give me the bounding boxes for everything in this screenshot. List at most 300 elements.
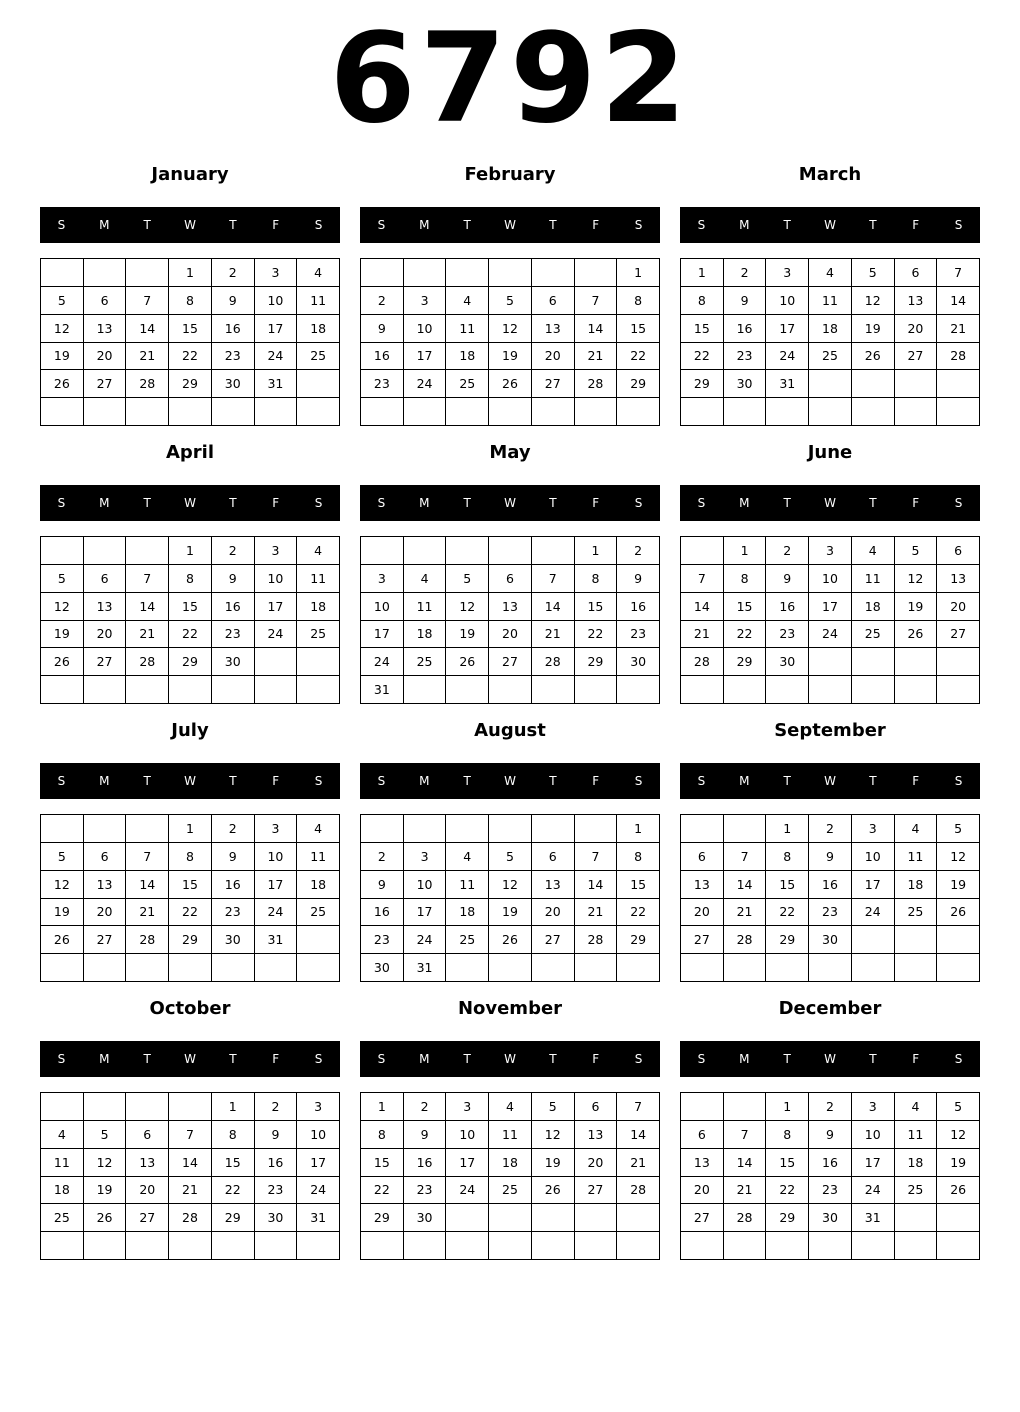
day-cell: 15 xyxy=(575,593,618,621)
day-cell: 17 xyxy=(446,1149,489,1177)
weekday-label: S xyxy=(377,496,386,510)
weekday-header xyxy=(360,207,660,243)
day-cell: 29 xyxy=(575,648,618,676)
weekday-label: F xyxy=(272,774,280,788)
day-cell xyxy=(852,648,895,676)
day-cell xyxy=(489,537,532,565)
weekday-label: T xyxy=(463,774,471,788)
day-cell xyxy=(297,370,340,398)
day-cell: 30 xyxy=(809,926,852,954)
day-cell: 27 xyxy=(84,648,127,676)
weekday-header xyxy=(680,1041,980,1077)
day-cell: 31 xyxy=(766,370,809,398)
days-grid xyxy=(680,258,980,426)
day-cell: 27 xyxy=(126,1204,169,1232)
day-cell: 24 xyxy=(297,1177,340,1205)
day-cell: 24 xyxy=(361,648,404,676)
weekday-label: T xyxy=(549,1052,557,1066)
day-cell xyxy=(681,537,724,565)
day-cell xyxy=(84,537,127,565)
day-cell: 5 xyxy=(489,287,532,315)
day-cell: 30 xyxy=(404,1204,447,1232)
weekday-label: W xyxy=(504,218,516,232)
day-cell: 19 xyxy=(489,343,532,371)
day-cell: 13 xyxy=(681,1149,724,1177)
day-cell: 5 xyxy=(937,1093,980,1121)
day-cell: 11 xyxy=(297,843,340,871)
weekday-label: W xyxy=(824,218,836,232)
weekday-label: S xyxy=(377,1052,386,1066)
day-cell: 16 xyxy=(361,343,404,371)
day-cell: 30 xyxy=(212,926,255,954)
weekday-label: M xyxy=(419,774,430,788)
day-cell: 19 xyxy=(937,871,980,899)
weekday-label: S xyxy=(954,774,963,788)
day-cell xyxy=(255,1232,298,1260)
day-cell: 15 xyxy=(361,1149,404,1177)
day-cell xyxy=(297,954,340,982)
weekday-label: T xyxy=(549,218,557,232)
day-cell: 19 xyxy=(489,899,532,927)
day-cell: 7 xyxy=(724,843,767,871)
weekday-label: S xyxy=(954,1052,963,1066)
day-cell: 12 xyxy=(84,1149,127,1177)
day-cell: 13 xyxy=(489,593,532,621)
day-cell: 1 xyxy=(681,259,724,287)
day-cell xyxy=(404,676,447,704)
day-cell: 21 xyxy=(681,621,724,649)
days-grid xyxy=(680,536,980,704)
day-cell: 15 xyxy=(766,871,809,899)
day-cell: 26 xyxy=(84,1204,127,1232)
day-cell: 6 xyxy=(532,843,575,871)
day-cell: 2 xyxy=(404,1093,447,1121)
day-cell: 23 xyxy=(361,370,404,398)
day-cell: 3 xyxy=(361,565,404,593)
day-cell: 17 xyxy=(255,593,298,621)
weekday-header xyxy=(360,763,660,799)
day-cell xyxy=(41,537,84,565)
day-cell: 18 xyxy=(489,1149,532,1177)
day-cell xyxy=(532,1204,575,1232)
day-cell xyxy=(126,259,169,287)
weekday-label: F xyxy=(272,1052,280,1066)
day-cell xyxy=(895,648,938,676)
day-cell: 24 xyxy=(766,343,809,371)
day-cell: 6 xyxy=(681,843,724,871)
day-cell: 18 xyxy=(297,593,340,621)
day-cell xyxy=(895,676,938,704)
day-cell: 1 xyxy=(617,815,660,843)
day-cell xyxy=(361,537,404,565)
day-cell xyxy=(126,815,169,843)
weekday-label: S xyxy=(634,496,643,510)
day-cell: 21 xyxy=(724,899,767,927)
day-cell: 10 xyxy=(255,287,298,315)
day-cell: 24 xyxy=(852,899,895,927)
day-cell xyxy=(126,1232,169,1260)
day-cell: 6 xyxy=(84,843,127,871)
day-cell: 23 xyxy=(404,1177,447,1205)
day-cell: 2 xyxy=(212,815,255,843)
day-cell: 22 xyxy=(169,621,212,649)
day-cell xyxy=(169,1093,212,1121)
day-cell xyxy=(489,1204,532,1232)
day-cell: 22 xyxy=(766,899,809,927)
day-cell: 23 xyxy=(361,926,404,954)
day-cell xyxy=(809,954,852,982)
day-cell: 14 xyxy=(724,871,767,899)
day-cell xyxy=(532,676,575,704)
day-cell xyxy=(575,815,618,843)
weekday-label: S xyxy=(57,496,66,510)
day-cell: 29 xyxy=(361,1204,404,1232)
day-cell: 25 xyxy=(297,621,340,649)
day-cell xyxy=(446,954,489,982)
day-cell: 4 xyxy=(41,1121,84,1149)
day-cell: 3 xyxy=(766,259,809,287)
weekday-label: S xyxy=(954,218,963,232)
day-cell xyxy=(212,954,255,982)
day-cell xyxy=(489,259,532,287)
day-cell: 7 xyxy=(724,1121,767,1149)
weekday-label: M xyxy=(739,1052,750,1066)
day-cell xyxy=(724,1093,767,1121)
day-cell: 21 xyxy=(575,899,618,927)
weekday-label: F xyxy=(272,218,280,232)
day-cell: 12 xyxy=(532,1121,575,1149)
day-cell: 10 xyxy=(255,565,298,593)
day-cell: 15 xyxy=(766,1149,809,1177)
day-cell xyxy=(937,926,980,954)
weekday-label: F xyxy=(912,774,920,788)
day-cell xyxy=(852,954,895,982)
weekday-label: T xyxy=(143,1052,151,1066)
day-cell: 25 xyxy=(809,343,852,371)
weekday-label: S xyxy=(377,218,386,232)
day-cell: 17 xyxy=(766,315,809,343)
day-cell: 1 xyxy=(169,537,212,565)
day-cell: 10 xyxy=(446,1121,489,1149)
day-cell: 16 xyxy=(809,871,852,899)
day-cell: 17 xyxy=(809,593,852,621)
day-cell xyxy=(489,398,532,426)
day-cell: 27 xyxy=(84,926,127,954)
day-cell xyxy=(766,676,809,704)
day-cell xyxy=(446,398,489,426)
month-name: September xyxy=(774,720,886,741)
weekday-label: T xyxy=(869,218,877,232)
day-cell: 11 xyxy=(446,871,489,899)
day-cell: 24 xyxy=(255,621,298,649)
day-cell xyxy=(84,259,127,287)
day-cell: 9 xyxy=(255,1121,298,1149)
day-cell xyxy=(681,1093,724,1121)
day-cell: 13 xyxy=(681,871,724,899)
day-cell: 19 xyxy=(937,1149,980,1177)
day-cell: 11 xyxy=(404,593,447,621)
day-cell: 18 xyxy=(297,871,340,899)
day-cell: 31 xyxy=(255,370,298,398)
day-cell xyxy=(681,954,724,982)
weekday-label: F xyxy=(912,1052,920,1066)
day-cell: 3 xyxy=(255,259,298,287)
day-cell: 12 xyxy=(895,565,938,593)
day-cell xyxy=(766,1232,809,1260)
day-cell: 19 xyxy=(41,621,84,649)
day-cell: 11 xyxy=(895,843,938,871)
day-cell: 16 xyxy=(361,899,404,927)
day-cell: 8 xyxy=(169,565,212,593)
day-cell: 17 xyxy=(404,899,447,927)
weekday-label: S xyxy=(314,496,323,510)
day-cell: 18 xyxy=(404,621,447,649)
day-cell: 28 xyxy=(724,1204,767,1232)
day-cell: 3 xyxy=(255,537,298,565)
day-cell: 28 xyxy=(532,648,575,676)
day-cell: 28 xyxy=(937,343,980,371)
weekday-header xyxy=(40,763,340,799)
weekday-label: W xyxy=(824,1052,836,1066)
day-cell xyxy=(404,1232,447,1260)
day-cell xyxy=(724,398,767,426)
weekday-header xyxy=(40,207,340,243)
day-cell: 4 xyxy=(297,259,340,287)
day-cell xyxy=(617,398,660,426)
day-cell: 22 xyxy=(575,621,618,649)
weekday-label: F xyxy=(592,774,600,788)
day-cell: 25 xyxy=(446,370,489,398)
day-cell: 14 xyxy=(575,315,618,343)
day-cell: 23 xyxy=(766,621,809,649)
day-cell xyxy=(852,1232,895,1260)
day-cell xyxy=(724,954,767,982)
day-cell xyxy=(489,676,532,704)
weekday-label: F xyxy=(592,218,600,232)
day-cell xyxy=(84,815,127,843)
day-cell xyxy=(809,398,852,426)
day-cell: 13 xyxy=(937,565,980,593)
day-cell: 1 xyxy=(575,537,618,565)
day-cell: 14 xyxy=(724,1149,767,1177)
day-cell: 16 xyxy=(212,871,255,899)
day-cell: 27 xyxy=(937,621,980,649)
day-cell: 11 xyxy=(809,287,852,315)
day-cell xyxy=(724,1232,767,1260)
day-cell: 12 xyxy=(852,287,895,315)
day-cell: 16 xyxy=(617,593,660,621)
day-cell: 8 xyxy=(617,287,660,315)
day-cell: 31 xyxy=(404,954,447,982)
day-cell xyxy=(895,398,938,426)
day-cell: 29 xyxy=(169,648,212,676)
day-cell: 31 xyxy=(852,1204,895,1232)
day-cell: 8 xyxy=(361,1121,404,1149)
day-cell: 28 xyxy=(575,370,618,398)
day-cell: 3 xyxy=(852,1093,895,1121)
day-cell: 12 xyxy=(489,871,532,899)
weekday-label: T xyxy=(463,1052,471,1066)
day-cell: 2 xyxy=(212,259,255,287)
weekday-label: T xyxy=(783,496,791,510)
day-cell xyxy=(766,954,809,982)
day-cell: 18 xyxy=(446,343,489,371)
day-cell: 8 xyxy=(169,287,212,315)
day-cell: 7 xyxy=(126,287,169,315)
day-cell: 29 xyxy=(169,370,212,398)
day-cell xyxy=(297,676,340,704)
day-cell xyxy=(84,1093,127,1121)
day-cell: 23 xyxy=(809,1177,852,1205)
day-cell xyxy=(297,648,340,676)
day-cell: 16 xyxy=(404,1149,447,1177)
day-cell xyxy=(446,815,489,843)
day-cell: 9 xyxy=(212,565,255,593)
day-cell xyxy=(84,1232,127,1260)
weekday-label: M xyxy=(419,218,430,232)
day-cell: 2 xyxy=(617,537,660,565)
day-cell: 8 xyxy=(724,565,767,593)
weekday-label: F xyxy=(912,496,920,510)
day-cell xyxy=(126,537,169,565)
day-cell: 2 xyxy=(255,1093,298,1121)
weekday-label: W xyxy=(504,774,516,788)
day-cell: 23 xyxy=(809,899,852,927)
day-cell xyxy=(937,398,980,426)
day-cell: 24 xyxy=(404,926,447,954)
day-cell: 14 xyxy=(681,593,724,621)
day-cell: 7 xyxy=(532,565,575,593)
day-cell: 2 xyxy=(361,287,404,315)
day-cell xyxy=(575,259,618,287)
month-name: April xyxy=(165,442,215,463)
weekday-label: T xyxy=(783,218,791,232)
day-cell: 10 xyxy=(361,593,404,621)
day-cell: 11 xyxy=(41,1149,84,1177)
day-cell: 11 xyxy=(895,1121,938,1149)
day-cell: 21 xyxy=(532,621,575,649)
day-cell: 21 xyxy=(169,1177,212,1205)
day-cell xyxy=(937,370,980,398)
days-grid xyxy=(40,258,340,426)
day-cell xyxy=(41,676,84,704)
weekday-label: T xyxy=(463,218,471,232)
day-cell xyxy=(489,1232,532,1260)
day-cell: 7 xyxy=(169,1121,212,1149)
day-cell xyxy=(212,676,255,704)
day-cell: 8 xyxy=(169,843,212,871)
day-cell: 17 xyxy=(361,621,404,649)
day-cell: 8 xyxy=(212,1121,255,1149)
day-cell: 21 xyxy=(575,343,618,371)
days-grid xyxy=(40,1092,340,1260)
day-cell xyxy=(895,370,938,398)
day-cell: 30 xyxy=(724,370,767,398)
day-cell: 15 xyxy=(681,315,724,343)
day-cell: 16 xyxy=(212,593,255,621)
weekday-label: M xyxy=(739,496,750,510)
day-cell: 8 xyxy=(766,843,809,871)
day-cell: 24 xyxy=(255,343,298,371)
weekday-label: F xyxy=(592,496,600,510)
day-cell: 20 xyxy=(895,315,938,343)
day-cell: 25 xyxy=(297,343,340,371)
days-grid xyxy=(360,536,660,704)
day-cell: 16 xyxy=(212,315,255,343)
weekday-header xyxy=(360,1041,660,1077)
weekday-label: S xyxy=(314,774,323,788)
day-cell xyxy=(937,1204,980,1232)
day-cell xyxy=(895,926,938,954)
day-cell: 11 xyxy=(852,565,895,593)
day-cell xyxy=(41,259,84,287)
day-cell: 6 xyxy=(575,1093,618,1121)
day-cell: 26 xyxy=(489,926,532,954)
day-cell xyxy=(766,398,809,426)
day-cell: 25 xyxy=(297,899,340,927)
day-cell: 18 xyxy=(852,593,895,621)
day-cell xyxy=(361,1232,404,1260)
day-cell: 2 xyxy=(361,843,404,871)
day-cell: 21 xyxy=(126,621,169,649)
day-cell xyxy=(724,815,767,843)
weekday-label: S xyxy=(57,774,66,788)
day-cell: 7 xyxy=(681,565,724,593)
month-name: March xyxy=(798,164,862,185)
day-cell: 6 xyxy=(489,565,532,593)
weekday-label: S xyxy=(634,774,643,788)
day-cell: 28 xyxy=(681,648,724,676)
day-cell: 18 xyxy=(446,899,489,927)
days-grid xyxy=(40,536,340,704)
weekday-label: T xyxy=(783,1052,791,1066)
day-cell: 17 xyxy=(852,1149,895,1177)
weekday-label: T xyxy=(143,496,151,510)
day-cell xyxy=(41,1093,84,1121)
weekday-label: T xyxy=(143,218,151,232)
day-cell: 21 xyxy=(724,1177,767,1205)
day-cell: 28 xyxy=(126,370,169,398)
day-cell xyxy=(126,676,169,704)
day-cell: 4 xyxy=(895,815,938,843)
day-cell: 11 xyxy=(297,565,340,593)
day-cell: 27 xyxy=(575,1177,618,1205)
day-cell xyxy=(532,815,575,843)
weekday-label: S xyxy=(57,1052,66,1066)
day-cell xyxy=(446,537,489,565)
day-cell: 2 xyxy=(809,815,852,843)
day-cell: 31 xyxy=(297,1204,340,1232)
day-cell xyxy=(84,676,127,704)
day-cell xyxy=(852,398,895,426)
day-cell: 13 xyxy=(532,315,575,343)
day-cell xyxy=(446,1232,489,1260)
day-cell: 27 xyxy=(532,370,575,398)
day-cell: 27 xyxy=(532,926,575,954)
weekday-label: T xyxy=(869,496,877,510)
day-cell: 4 xyxy=(404,565,447,593)
day-cell: 4 xyxy=(852,537,895,565)
day-cell: 6 xyxy=(126,1121,169,1149)
day-cell: 9 xyxy=(212,843,255,871)
day-cell: 5 xyxy=(937,815,980,843)
day-cell: 22 xyxy=(681,343,724,371)
day-cell: 29 xyxy=(212,1204,255,1232)
day-cell: 3 xyxy=(852,815,895,843)
month-name: August xyxy=(474,720,546,741)
day-cell: 20 xyxy=(84,343,127,371)
day-cell: 11 xyxy=(489,1121,532,1149)
